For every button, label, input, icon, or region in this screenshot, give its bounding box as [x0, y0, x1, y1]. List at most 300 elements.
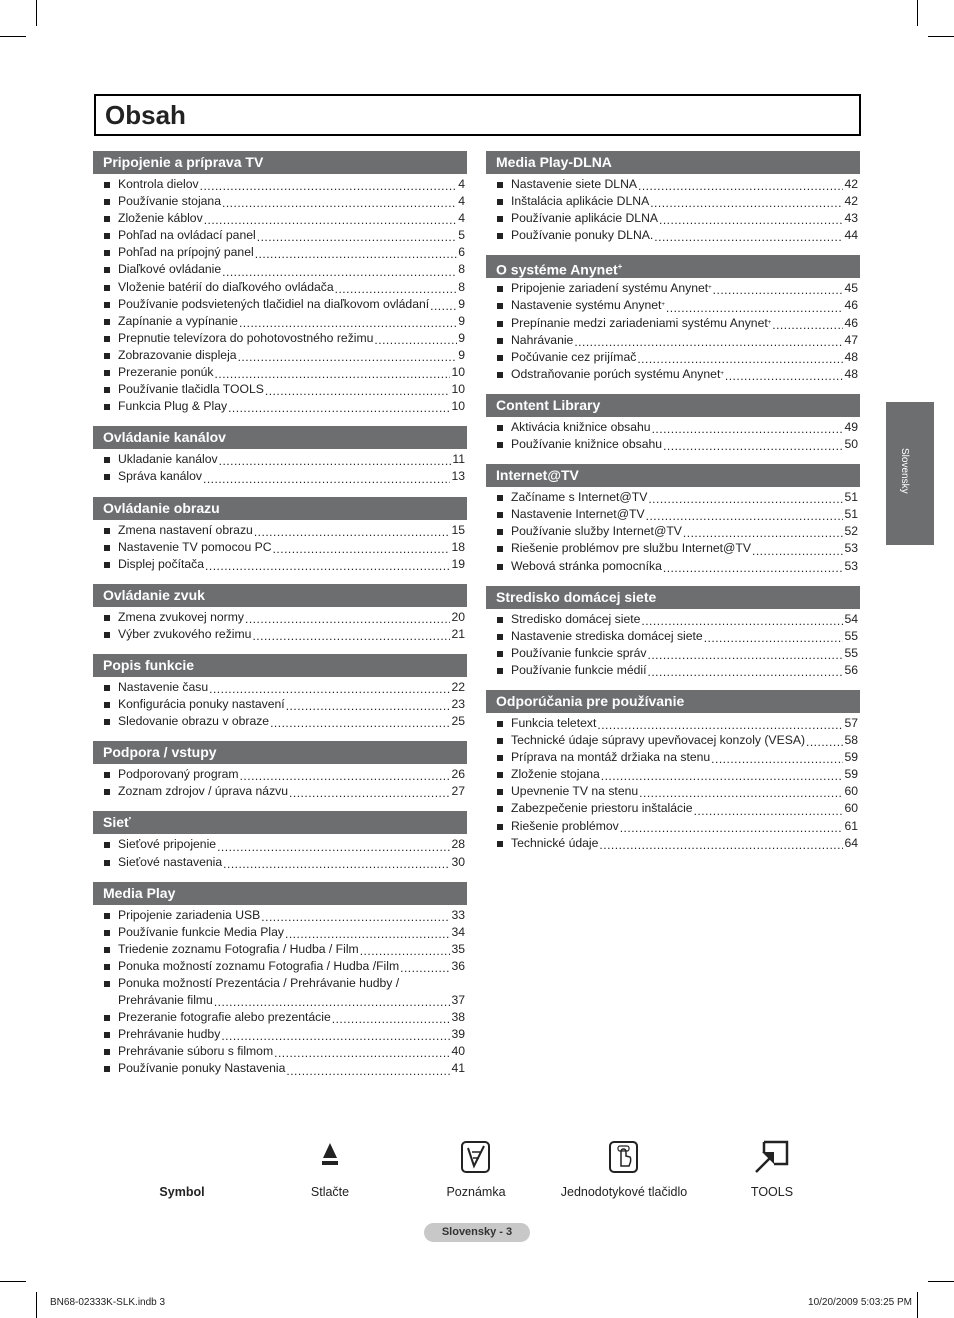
dot-leader — [285, 927, 450, 941]
toc-entry[interactable] — [486, 645, 860, 662]
toc-page-number: 35 — [451, 941, 465, 956]
dot-leader — [601, 769, 844, 783]
toc-page-number: 9 — [458, 347, 465, 362]
dot-leader — [648, 492, 843, 506]
toc-entry-text — [511, 193, 649, 210]
toc-entry-text — [118, 1026, 220, 1043]
dot-leader — [286, 699, 451, 713]
dot-leader — [335, 282, 458, 296]
square-bullet-icon — [104, 528, 110, 534]
toc-page-number: 39 — [451, 1027, 465, 1042]
dot-leader — [713, 283, 844, 297]
toc-page-number: 50 — [844, 437, 858, 452]
toc-page-number: 9 — [458, 313, 465, 328]
section-heading-sup: + — [617, 262, 623, 272]
toc-entry-text — [118, 854, 222, 871]
toc-entry-label: Zmena nastavení obrazu — [118, 522, 253, 537]
toc-entry-label: Podporovaný program — [118, 767, 239, 782]
toc-list — [486, 611, 860, 679]
toc-entry-text — [118, 907, 260, 924]
toc-entry-label: Ponuka možností zoznamu Fotografia / Hudba /Film — [118, 958, 400, 973]
toc-entry-text — [118, 451, 218, 468]
toc-entry-text — [511, 835, 598, 852]
toc-entry[interactable] — [486, 315, 860, 332]
toc-entry-label: Sieťové pripojenie — [118, 837, 217, 852]
square-bullet-icon — [104, 1015, 110, 1021]
square-bullet-icon — [104, 632, 110, 638]
toc-entry-sup: + — [708, 285, 712, 292]
dot-leader — [360, 944, 451, 958]
toc-entry-label: Nastavenie strediska domácej siete — [511, 628, 703, 643]
toc-page-number: 56 — [844, 662, 858, 677]
toc-entry-label: Začíname s Internet@TV — [511, 490, 648, 505]
square-bullet-icon — [104, 216, 110, 222]
toc-entry[interactable] — [486, 558, 860, 575]
dot-leader — [641, 614, 843, 628]
toc-entry[interactable] — [486, 540, 860, 557]
dot-leader — [659, 213, 843, 227]
toc-entry[interactable] — [93, 539, 467, 556]
toc-entry[interactable] — [93, 626, 467, 643]
toc-entry[interactable] — [486, 436, 860, 453]
square-bullet-icon — [497, 321, 503, 327]
square-bullet-icon — [497, 824, 503, 830]
square-bullet-icon — [497, 233, 503, 239]
square-bullet-icon — [104, 913, 110, 919]
section-heading — [93, 497, 467, 520]
dot-leader — [704, 631, 844, 645]
toc-section — [93, 426, 467, 485]
dot-leader — [255, 247, 458, 261]
square-bullet-icon — [497, 199, 503, 205]
dot-leader — [261, 910, 450, 924]
toc-section — [93, 654, 467, 730]
dot-leader — [245, 612, 450, 626]
toc-page-number: 4 — [458, 211, 465, 226]
square-bullet-icon — [497, 772, 503, 778]
toc-page-number: 6 — [458, 245, 465, 260]
square-bullet-icon — [104, 199, 110, 205]
toc-entry[interactable] — [486, 611, 860, 628]
dot-leader — [289, 786, 450, 800]
toc-entry-label: Nastavenie siete DLNA — [511, 177, 637, 191]
title-box — [94, 94, 861, 136]
toc-list — [93, 766, 467, 800]
toc-entry[interactable] — [93, 398, 467, 415]
toc-section — [486, 464, 860, 574]
toc-entry[interactable] — [486, 210, 860, 227]
dot-leader — [222, 196, 457, 210]
toc-section — [486, 394, 860, 453]
toc-entry-text — [118, 941, 359, 958]
toc-entry-label: Odstraňovanie porúch systému Anynet — [511, 366, 721, 381]
toc-entry-label: Pripojenie zariadení systému Anynet — [511, 281, 709, 296]
toc-page-number: 51 — [844, 490, 858, 505]
square-bullet-icon — [104, 719, 110, 725]
toc-entry-label: Používanie funkcie správ — [511, 645, 647, 660]
dot-leader — [217, 840, 450, 854]
toc-entry[interactable] — [93, 210, 467, 227]
square-bullet-icon — [104, 702, 110, 708]
toc-entry[interactable] — [93, 279, 467, 296]
toc-entry-label: Používanie tlačidla TOOLS — [118, 382, 264, 397]
toc-section — [93, 584, 467, 643]
square-bullet-icon — [104, 370, 110, 376]
toc-entry[interactable] — [93, 522, 467, 539]
section-heading-text: Media Play — [103, 884, 176, 901]
dot-leader — [238, 350, 458, 364]
toc-page-number: 59 — [844, 750, 858, 765]
toc-list — [93, 609, 467, 643]
toc-entry[interactable] — [93, 836, 467, 853]
square-bullet-icon — [104, 772, 110, 778]
toc-entry-label: Stredisko domácej siete — [511, 611, 641, 626]
square-bullet-icon — [104, 545, 110, 551]
toc-entry-text — [118, 992, 213, 1009]
square-bullet-icon — [104, 615, 110, 621]
toc-section — [93, 882, 467, 1078]
square-bullet-icon — [104, 182, 110, 188]
dot-leader — [223, 857, 450, 871]
toc-entry-text — [118, 958, 399, 975]
square-bullet-icon — [497, 546, 503, 552]
dot-leader — [228, 401, 450, 415]
crop-mark — [928, 36, 954, 37]
toc-entry[interactable] — [93, 261, 467, 278]
toc-entry[interactable] — [486, 176, 860, 193]
dot-leader — [254, 525, 451, 539]
toc-entry[interactable] — [93, 783, 467, 800]
toc-page-number: 48 — [844, 366, 858, 381]
section-heading — [486, 151, 860, 174]
press-label: Stlačte — [310, 1185, 350, 1199]
toc-entry[interactable] — [93, 313, 467, 330]
toc-entry[interactable] — [486, 506, 860, 523]
toc-entry-label: Displej počítača — [118, 556, 205, 571]
dot-leader — [240, 769, 451, 783]
language-side-tab — [886, 402, 934, 545]
toc-entry[interactable] — [486, 366, 860, 383]
toc-entry-text — [118, 522, 253, 539]
toc-entry-text-line: Ponuka možností Prezentácia / Prehrávanie hudby / — [118, 976, 400, 990]
toc-entry[interactable] — [93, 1009, 467, 1026]
toc-entry-text — [511, 366, 724, 383]
symbol-legend — [0, 1140, 954, 1210]
square-bullet-icon — [104, 562, 110, 568]
toc-section — [93, 741, 467, 800]
toc-list — [93, 176, 467, 415]
toc-entry[interactable] — [486, 732, 860, 749]
toc-entry-label: Prepnutie televízora do pohotovostného režimu — [118, 330, 374, 345]
toc-page-number: 10 — [451, 382, 465, 397]
toc-page-number: 58 — [844, 733, 858, 748]
dot-leader — [663, 561, 844, 575]
toc-entry-label: Používanie podsvietených tlačidiel na diaľkovom ovládaní — [118, 296, 430, 311]
toc-entry-label: Používanie ponuky Nastavenia — [118, 1061, 286, 1076]
toc-entry-text — [118, 1009, 331, 1026]
toc-entry[interactable] — [486, 662, 860, 679]
toc-page-number: 15 — [451, 522, 465, 537]
dot-leader — [597, 718, 843, 732]
toc-entry-text — [118, 364, 214, 381]
square-bullet-icon — [104, 319, 110, 325]
toc-entry-label: Prezeranie ponúk — [118, 365, 214, 380]
toc-entry[interactable] — [93, 907, 467, 924]
toc-entry[interactable] — [93, 468, 467, 485]
toc-entry-text — [118, 210, 203, 227]
toc-entry-text — [118, 176, 199, 193]
square-bullet-icon — [104, 387, 110, 393]
dot-leader — [620, 821, 844, 835]
toc-entry-label: Používanie funkcie Media Play — [118, 924, 284, 939]
toc-entry-label: Príprava na montáž držiaka na stenu — [511, 750, 711, 765]
toc-entry-text — [511, 749, 710, 766]
toc-list — [93, 907, 467, 1078]
toc-entry[interactable] — [93, 347, 467, 364]
toc-entry[interactable] — [93, 451, 467, 468]
toc-entry[interactable] — [93, 1026, 467, 1043]
toc-entry-label: Prehrávanie filmu — [118, 993, 213, 1008]
toc-entry-text — [511, 715, 596, 732]
toc-page-number: 28 — [451, 837, 465, 852]
toc-entry-label: Ukladanie kanálov — [118, 452, 218, 467]
square-bullet-icon — [497, 617, 503, 623]
dot-leader — [219, 454, 452, 468]
toc-entry-label: Riešenie problémov pre službu Internet@TV — [511, 541, 751, 556]
toc-page-number: 43 — [844, 211, 858, 226]
toc-entry-text — [118, 193, 221, 210]
section-heading-text: Pripojenie a príprava TV — [103, 154, 264, 170]
toc-list — [486, 489, 860, 574]
square-bullet-icon — [104, 285, 110, 291]
toc-entry[interactable] — [93, 766, 467, 783]
toc-entry-label: Nastavenie Internet@TV — [511, 507, 645, 522]
dot-leader — [646, 509, 844, 523]
toc-entry-text — [511, 611, 640, 628]
square-bullet-icon — [104, 1032, 110, 1038]
toc-entry[interactable] — [93, 696, 467, 713]
toc-page-number: 5 — [458, 228, 465, 243]
toc-entry[interactable] — [486, 489, 860, 506]
toc-entry[interactable] — [486, 280, 860, 297]
toc-entry[interactable] — [93, 227, 467, 244]
square-bullet-icon — [497, 634, 503, 640]
toc-entry[interactable] — [486, 419, 860, 436]
toc-entry[interactable] — [486, 628, 860, 645]
dot-leader — [374, 333, 457, 347]
toc-entry[interactable] — [93, 556, 467, 573]
toc-entry-text — [511, 227, 653, 244]
toc-entry-text — [118, 1043, 273, 1060]
toc-entry[interactable] — [93, 679, 467, 696]
toc-entry[interactable] — [486, 349, 860, 366]
toc-entry-text — [511, 280, 712, 297]
toc-page-number: 47 — [844, 332, 858, 347]
dot-leader — [599, 838, 843, 852]
toc-entry-label: Prehrávanie hudby — [118, 1027, 221, 1042]
toc-entry-label: Počúvanie cez prijímač — [511, 349, 637, 364]
square-bullet-icon — [497, 806, 503, 812]
toc-entry[interactable] — [486, 800, 860, 817]
toc-page-number: 8 — [458, 279, 465, 294]
toc-entry-label: Upevnenie TV na stenu — [511, 784, 639, 799]
toc-entry-label: Webová stránka pomocníka — [511, 558, 662, 573]
section-heading-text: Ovládanie obrazu — [103, 499, 220, 516]
toc-entry[interactable] — [93, 1060, 467, 1077]
toc-entry[interactable] — [93, 854, 467, 871]
toc-page-number: 55 — [844, 645, 858, 660]
toc-entry-text — [118, 713, 269, 730]
square-bullet-icon — [497, 495, 503, 501]
dot-leader — [332, 1012, 451, 1026]
toc-entry[interactable] — [486, 835, 860, 852]
toc-entry-text — [511, 436, 662, 453]
dot-leader — [215, 367, 451, 381]
toc-entry-text — [511, 558, 662, 575]
toc-entry-label: Nastavenie času — [118, 679, 209, 694]
section-heading-text: Content Library — [496, 396, 601, 413]
toc-entry[interactable] — [93, 176, 467, 193]
toc-entry[interactable] — [93, 941, 467, 958]
toc-entry[interactable] — [486, 783, 860, 800]
square-bullet-icon — [497, 355, 503, 361]
toc-entry[interactable] — [486, 749, 860, 766]
one-touch-label: Jednodotykové tlačidlo — [560, 1185, 688, 1199]
toc-entry-label: Inštalácia aplikácie DLNA — [511, 194, 650, 209]
toc-entry-label: Sieťové nastavenia — [118, 854, 223, 869]
toc-entry-label: Zapínanie a vypínanie — [118, 313, 238, 328]
toc-page-number: 53 — [844, 558, 858, 573]
toc-entry[interactable] — [93, 1043, 467, 1060]
toc-page-number: 60 — [844, 801, 858, 816]
square-bullet-icon — [104, 964, 110, 970]
toc-page-number: 60 — [844, 784, 858, 799]
dot-leader — [639, 786, 843, 800]
toc-entry-label: Používanie služby Internet@TV — [511, 524, 682, 539]
toc-entry-text — [511, 628, 703, 645]
square-bullet-icon — [104, 302, 110, 308]
dot-leader — [209, 682, 450, 696]
toc-page-number: 46 — [844, 315, 858, 330]
dot-leader — [725, 369, 844, 383]
toc-entry-text — [118, 679, 208, 696]
square-bullet-icon — [104, 336, 110, 342]
toc-entry-label: Používanie knižnice obsahu — [511, 437, 663, 452]
section-heading-text: Odporúčania pre používanie — [496, 692, 685, 709]
toc-entry-label: Zabezpečenie priestoru inštalácie — [511, 801, 693, 816]
toc-entry-text — [118, 1060, 285, 1077]
toc-entry-label: Správa kanálov — [118, 469, 203, 484]
toc-page-number: 53 — [844, 541, 858, 556]
dot-leader — [711, 752, 843, 766]
toc-entry[interactable] — [93, 381, 467, 398]
dot-leader — [574, 335, 843, 349]
toc-entry[interactable] — [93, 924, 467, 941]
toc-entry-text — [118, 381, 264, 398]
dot-leader — [650, 196, 843, 210]
toc-entry-text — [511, 800, 693, 817]
toc-entry-text — [118, 296, 429, 313]
toc-page-number: 57 — [844, 715, 858, 730]
toc-entry[interactable] — [93, 244, 467, 261]
toc-entry[interactable] — [93, 713, 467, 730]
toc-entry-label: Kontrola dielov — [118, 177, 199, 191]
toc-entry-label: Výber zvukového režimu — [118, 626, 252, 641]
toc-entry[interactable] — [486, 766, 860, 783]
toc-list — [93, 522, 467, 573]
toc-entry[interactable] — [93, 364, 467, 381]
toc-entry[interactable] — [93, 193, 467, 210]
section-heading-text: Podpora / vstupy — [103, 744, 217, 761]
toc-entry[interactable] — [486, 715, 860, 732]
toc-page-number: 10 — [451, 365, 465, 380]
toc-entry-text — [118, 347, 237, 364]
toc-entry-text — [118, 468, 202, 485]
toc-entry[interactable] — [93, 330, 467, 347]
toc-entry[interactable] — [486, 523, 860, 540]
section-heading — [93, 151, 467, 174]
crop-mark — [36, 1292, 37, 1318]
toc-entry-text — [511, 540, 751, 557]
square-bullet-icon — [104, 685, 110, 691]
toc-section — [486, 690, 860, 852]
toc-entry-text — [511, 349, 636, 366]
toc-entry[interactable] — [486, 227, 860, 244]
toc-entry[interactable] — [93, 296, 467, 313]
toc-page-number: 40 — [451, 1044, 465, 1059]
toc-page-number: 48 — [844, 349, 858, 364]
toc-entry[interactable] — [93, 609, 467, 626]
toc-entry-label: Technické údaje súpravy upevňovacej konzoly (VESA) — [511, 733, 806, 748]
square-bullet-icon — [104, 267, 110, 273]
toc-entry[interactable] — [93, 975, 467, 1009]
toc-entry-text — [511, 523, 682, 540]
section-heading — [93, 811, 467, 834]
square-bullet-icon — [104, 947, 110, 953]
toc-entry-text — [118, 836, 216, 853]
toc-page-number: 49 — [844, 419, 858, 434]
toc-entry[interactable] — [486, 818, 860, 835]
dot-leader — [652, 422, 844, 436]
toc-entry-label: Funkcia teletext — [511, 715, 597, 730]
toc-entry[interactable] — [486, 193, 860, 210]
dot-leader — [666, 301, 844, 315]
toc-entry[interactable] — [93, 958, 467, 975]
toc-entry[interactable] — [486, 332, 860, 349]
square-bullet-icon — [497, 338, 503, 344]
toc-page-number: 21 — [451, 626, 465, 641]
toc-entry[interactable] — [486, 297, 860, 314]
toc-entry-label: Nastavenie systému Anynet — [511, 298, 662, 313]
section-heading — [486, 394, 860, 417]
dot-leader — [252, 629, 450, 643]
tools-label: TOOLS — [750, 1185, 794, 1199]
section-heading — [486, 586, 860, 609]
dot-leader — [270, 716, 450, 730]
section-heading — [486, 464, 860, 487]
dot-leader — [430, 299, 457, 313]
section-heading-text: Internet@TV — [496, 467, 579, 484]
toc-entry-label: Zoznam zdrojov / úprava názvu — [118, 784, 289, 799]
note-icon — [460, 1140, 492, 1174]
toc-list — [486, 176, 860, 244]
dot-leader — [222, 265, 457, 279]
dot-leader — [637, 352, 843, 366]
note-label: Poznámka — [446, 1185, 506, 1199]
toc-page-number: 34 — [451, 924, 465, 939]
toc-page-number: 44 — [844, 228, 858, 243]
toc-page-number: 61 — [844, 818, 858, 833]
